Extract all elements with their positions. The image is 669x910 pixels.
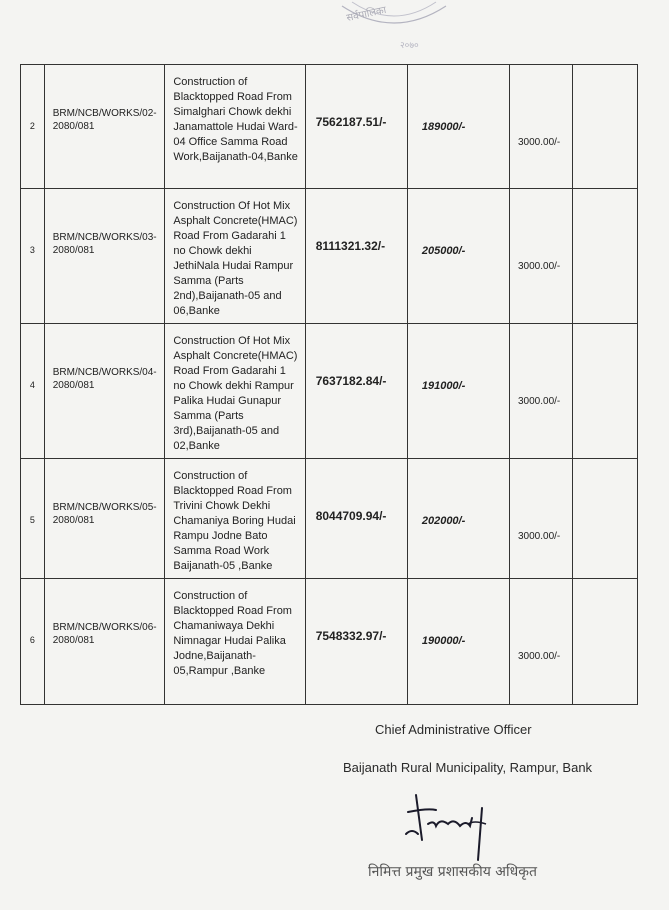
serial-number-cell [21,189,45,324]
estimated-cost: 7562187.51/- [315,115,387,129]
bid-security: 189000/- [421,121,466,133]
bid-fee: 3000.00/- [518,531,561,542]
work-description-cell [165,65,305,189]
bid-fee: 3000.00/- [518,651,561,662]
estimated-cost-cell [305,324,407,459]
bid-security: 202000/- [421,515,466,527]
table-row [21,65,638,189]
stamp-text: सर्वपालिका [345,4,388,25]
municipality-name: Baijanath Rural Municipality, Rampur, Bank [343,760,593,775]
table-row [21,324,638,459]
work-description: Construction Of Hot Mix Asphalt Concrete(HMAC) Road From Gadarahi 1 no Chowk dekhi Rampur Palika Hudai Gunapur Samma (Parts 3rd),Baijanath-05 and 02,Banke [173,335,298,452]
reference-number: BRM/NCB/WORKS/03-2080/081 [52,232,157,256]
extra-column-cell [572,189,637,324]
extra-column-cell [572,459,637,579]
serial-number-cell [21,459,45,579]
work-description-cell [165,459,305,579]
bid-fee: 3000.00/- [518,137,561,148]
bid-fee-cell [510,459,573,579]
svg-text:२०७०: २०७० [400,41,419,51]
table-row [21,189,638,324]
serial-number: 3 [29,245,35,255]
bid-security-cell [407,579,509,705]
works-table [20,64,638,705]
bid-fee: 3000.00/- [518,396,561,407]
reference-number: BRM/NCB/WORKS/02-2080/081 [52,108,157,132]
work-description: Construction of Blacktopped Road From Trivini Chowk Dekhi Chamaniya Boring Hudai Rampu Jodne Bato Samma Road Work Baijanath-05 ,Banke [173,470,296,572]
work-description: Construction of Blacktopped Road From Simalghari Chowk dekhi Janamattole Hudai Ward-04 Office Samma Road Work,Baijanath-04,Banke [173,76,298,163]
bid-fee-cell [510,579,573,705]
work-description-cell [165,579,305,705]
serial-number: 5 [29,515,35,525]
office-stamp [338,0,450,52]
bid-security: 205000/- [421,245,466,257]
reference-number: BRM/NCB/WORKS/05-2080/081 [52,502,157,526]
bid-security: 190000/- [421,635,466,647]
bid-security-cell [407,324,509,459]
table-row [21,579,638,705]
bid-fee-cell [510,324,573,459]
serial-number-cell [21,324,45,459]
estimated-cost: 7548332.97/- [315,629,387,643]
bid-security-cell [407,65,509,189]
serial-number-cell [21,65,45,189]
extra-column-cell [572,65,637,189]
bid-fee: 3000.00/- [518,261,561,272]
bid-security-cell [407,189,509,324]
serial-number: 2 [29,121,35,131]
bid-security: 191000/- [421,380,466,392]
serial-number: 4 [29,380,35,390]
officer-title: Chief Administrative Officer [375,722,532,737]
reference-number: BRM/NCB/WORKS/04-2080/081 [52,367,157,391]
reference-number: BRM/NCB/WORKS/06-2080/081 [52,622,157,646]
work-description-cell [165,189,305,324]
estimated-cost: 7637182.84/- [315,374,387,388]
table-row [21,459,638,579]
bid-security-cell [407,459,509,579]
estimated-cost-cell [305,459,407,579]
reference-number-cell [44,324,165,459]
bid-fee-cell [510,189,573,324]
extra-column-cell [572,579,637,705]
work-description: Construction Of Hot Mix Asphalt Concrete(HMAC) Road From Gadarahi 1 no Chowk dekhi JethiNala Hudai Rampur Samma (Parts 2nd),Baijanath-05 and 06,Banke [173,200,298,317]
work-description: Construction of Blacktopped Road From Chamaniwaya Dekhi Nimnagar Hudai Palika Jodne,Baijanath-05,Rampur ,Banke [173,590,292,677]
reference-number-cell [44,189,165,324]
serial-number: 6 [29,635,35,645]
estimated-cost-cell [305,579,407,705]
work-description-cell [165,324,305,459]
reference-number-cell [44,579,165,705]
serial-number-cell [21,579,45,705]
reference-number-cell [44,65,165,189]
signature-caption: निमित्त प्रमुख प्रशासकीय अधिकृत [368,864,537,880]
estimated-cost-cell [305,65,407,189]
estimated-cost: 8044709.94/- [315,509,387,523]
reference-number-cell [44,459,165,579]
extra-column-cell [572,324,637,459]
estimated-cost: 8111321.32/- [315,239,386,253]
estimated-cost-cell [305,189,407,324]
bid-fee-cell [510,65,573,189]
